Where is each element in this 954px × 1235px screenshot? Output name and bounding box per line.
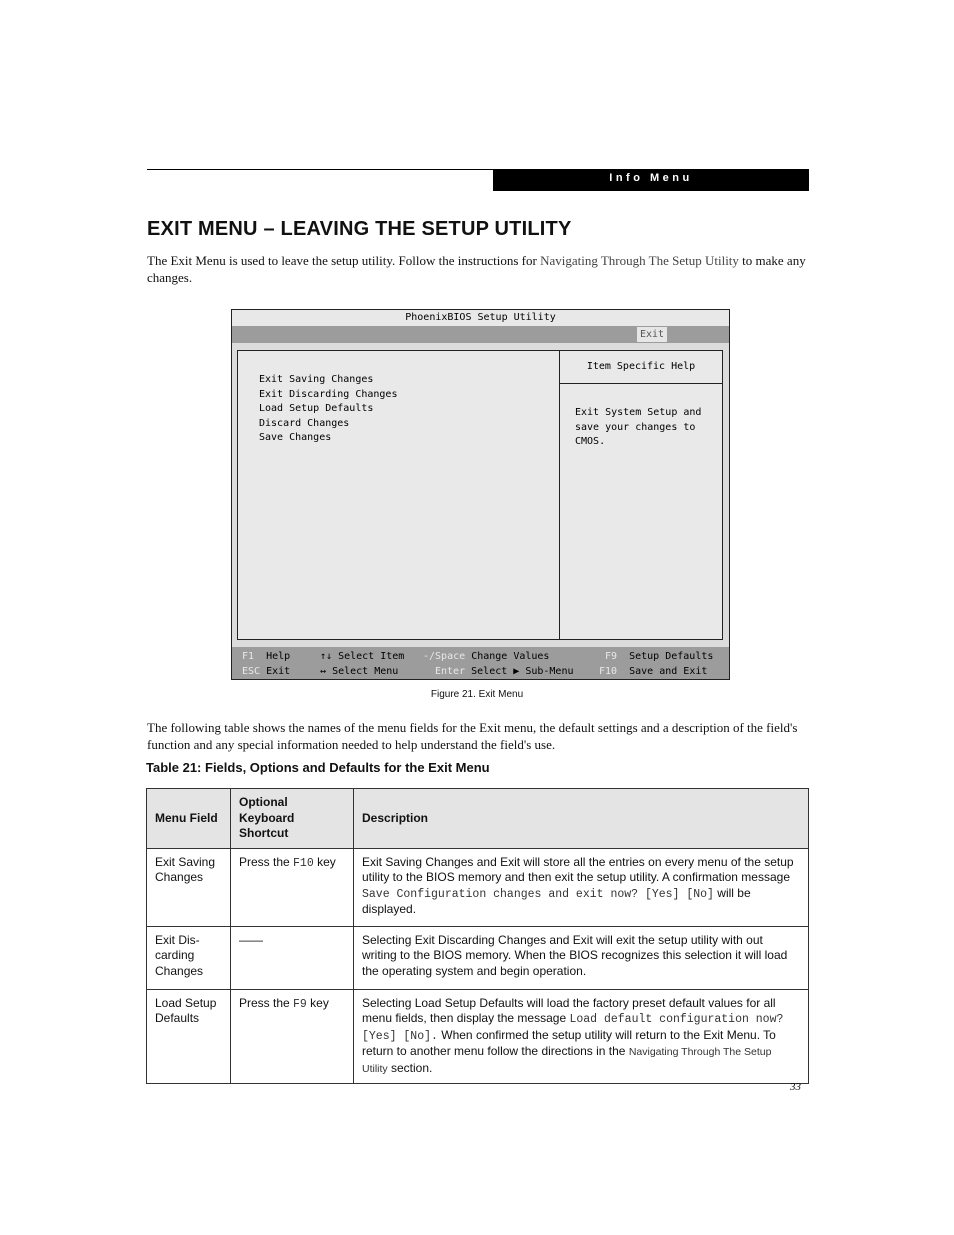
figure-caption: Figure 21. Exit Menu <box>430 689 524 700</box>
arrows-leftright-icon: ↔ <box>320 666 327 677</box>
table-intro-paragraph: The following table shows the names of the menu fields for the Exit menu, the default settings and a description of the field's function and any special information needed to help understand the field's use. <box>147 720 798 752</box>
footer-change-values[interactable]: -/Space Change Values <box>423 651 550 662</box>
footer-select-menu[interactable]: ↔ Select Menu <box>320 666 399 677</box>
cell-field: Load Setup Defaults <box>147 989 231 1084</box>
bios-option-load-defaults[interactable]: Load Setup Defaults <box>259 403 374 414</box>
table-row <box>147 989 809 1084</box>
cell-description: Selecting Exit Discarding Changes and Exit will exit the setup utility with out writing to the BIOS memory. When the BIOS recognizes this selection it will load the operating system and begin operation. <box>354 926 809 989</box>
bios-footer <box>232 647 729 679</box>
cell-shortcut: —— <box>231 926 354 989</box>
footer-select-item[interactable]: ↑↓ Select Item <box>320 651 405 662</box>
help-text: Exit System Setup and save your changes to CMOS. <box>575 407 702 447</box>
table-title: Table 21: Fields, Options and Defaults for the Exit Menu <box>146 760 490 775</box>
bios-option-exit-discarding[interactable]: Exit Discarding Changes <box>259 388 398 400</box>
navigating-link-table[interactable]: Navigating Through The Setup Utility <box>362 1046 772 1075</box>
bios-screen <box>231 309 730 680</box>
table-header-row <box>147 789 809 849</box>
navigating-link[interactable]: Navigating Through The Setup Utility <box>540 253 739 268</box>
header-rule <box>147 169 493 170</box>
footer-select-submenu[interactable]: Enter Select ▶ Sub-Menu <box>435 666 574 677</box>
footer-setup-defaults[interactable]: F9 Setup Defaults <box>605 651 714 662</box>
header-shortcut: Optional Keyboard Shortcut <box>231 789 354 849</box>
header-description: Description <box>354 789 809 849</box>
bios-menu-exit[interactable]: Exit <box>637 327 667 342</box>
page-title: EXIT MENU – LEAVING THE SETUP UTILITY <box>147 218 572 240</box>
bios-option-save-changes[interactable]: Save Changes <box>259 432 332 443</box>
table-row <box>147 926 809 989</box>
footer-esc[interactable]: ESC Exit <box>242 666 291 677</box>
cell-field: Exit Saving Changes <box>147 848 231 926</box>
cell-description: Exit Saving Changes and Exit will store all the entries on every menu of the setup utility to the BIOS memory and then exit the setup utility. A confirmation message Save Configuration changes and exit now? [Yes] [No] will be displayed. <box>354 848 809 926</box>
header-menu-field: Menu Field <box>147 789 231 849</box>
bios-options-list <box>259 373 397 446</box>
table-row <box>147 848 809 926</box>
bios-option-discard-changes[interactable]: Discard Changes <box>259 417 350 429</box>
footer-f1[interactable]: F1 Help <box>242 651 291 662</box>
help-title: Item Specific Help <box>560 351 722 384</box>
bios-option-exit-saving[interactable]: Exit Saving Changes <box>259 374 374 385</box>
footer-save-exit[interactable]: F10 Save and Exit <box>599 666 708 677</box>
section-header-tab: Info Menu <box>493 169 809 191</box>
intro-paragraph: The Exit Menu is used to leave the setup utility. Follow the instructions for Navigating Through The Setup Utility to make any changes. <box>147 253 806 285</box>
exit-menu-table <box>146 788 809 1084</box>
cell-description: Selecting Load Setup Defaults will load the factory preset default values for all menu fields, then display the message Load default configuration now? [Yes] [No]. When confirmed the setup utility will return to the Exit Menu. To return to another menu follow the directions in the Navigating Through The Setup Utility section. <box>354 989 809 1084</box>
bios-menubar <box>232 326 729 343</box>
cell-shortcut: Press the F9 key <box>231 989 354 1084</box>
bios-title: PhoenixBIOS Setup Utility <box>232 310 729 326</box>
bios-help-panel <box>560 351 722 639</box>
bios-options-panel <box>238 351 560 639</box>
cell-shortcut: Press the F10 key <box>231 848 354 926</box>
page-number: 33 <box>790 1081 801 1093</box>
bios-body <box>237 350 723 640</box>
cell-field: Exit Dis- carding Changes <box>147 926 231 989</box>
arrows-updown-icon: ↑↓ <box>320 651 333 662</box>
